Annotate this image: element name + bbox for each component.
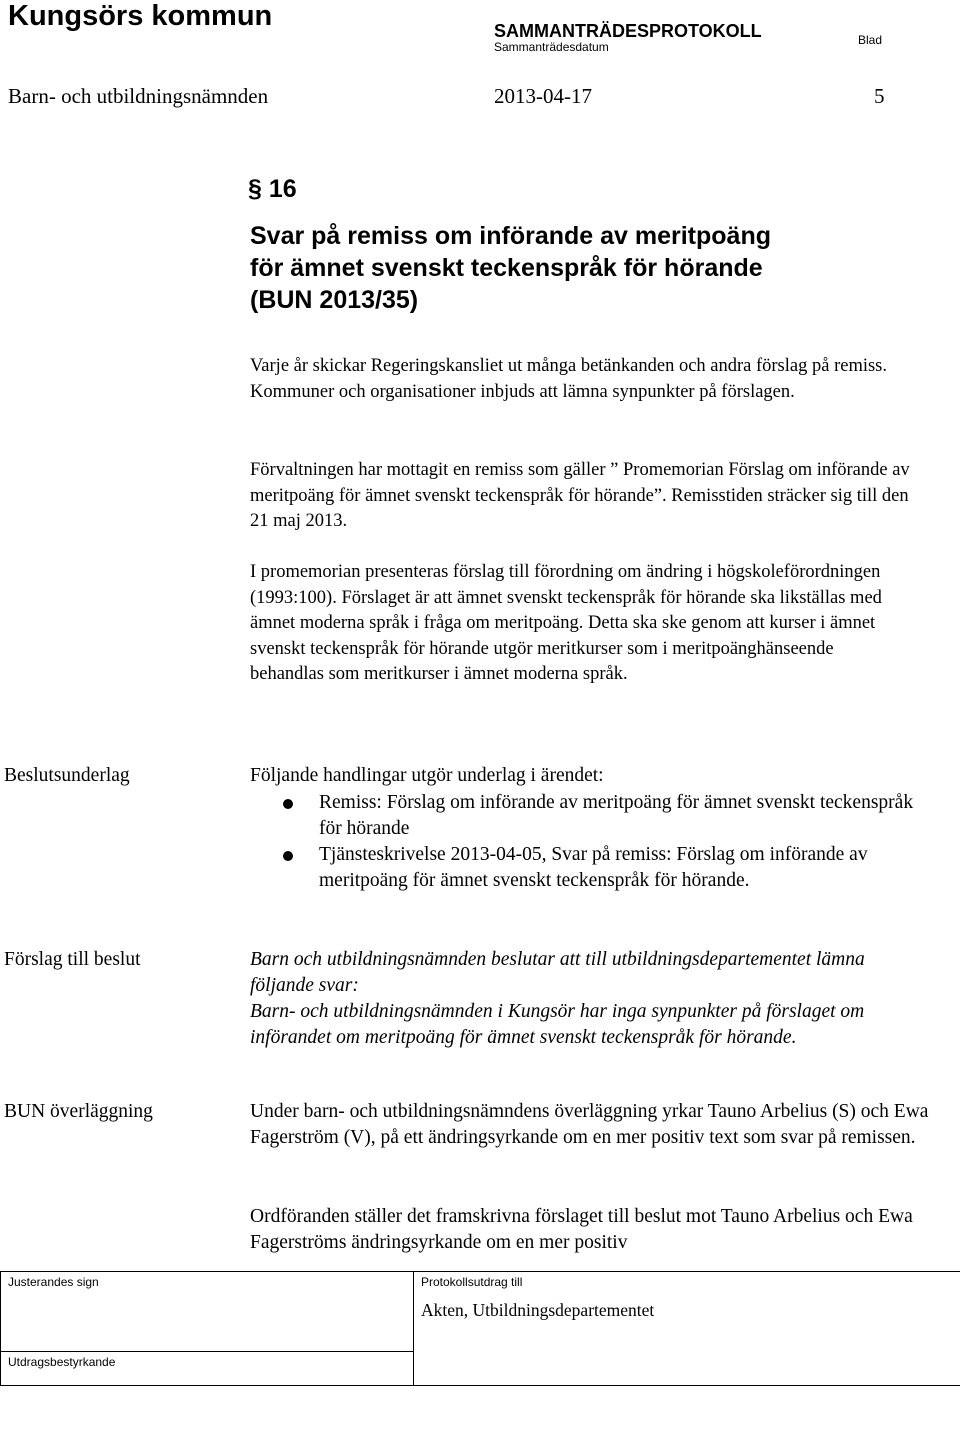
bullet-icon	[283, 851, 293, 861]
forslag-line: Barn- och utbildningsnämnden i Kungsör har inga synpunkter på förslaget om införandet om meritpoäng för ämnet svenskt teckenspråk för hörande.	[250, 1001, 865, 1048]
page-label: Blad	[858, 33, 883, 47]
section-title-line: för ämnet svenskt teckenspråk för hörande	[250, 254, 763, 282]
meeting-date: 2013-04-17	[494, 84, 592, 108]
signature-table	[0, 1271, 960, 1386]
ordforanden-text	[250, 1204, 930, 1256]
bun-overlaggning-text	[250, 1099, 930, 1151]
bullet-icon	[283, 799, 293, 809]
label-beslutsunderlag: Beslutsunderlag	[4, 765, 130, 786]
justerandes-sign-label: Justerandes sign	[8, 1275, 99, 1289]
committee-name: Barn- och utbildningsnämnden	[8, 84, 269, 108]
forslag-till-beslut-text	[250, 947, 930, 1051]
paragraph-intro	[250, 354, 910, 405]
document-type: SAMMANTRÄDESPROTOKOLL	[494, 21, 762, 41]
beslutsunderlag-intro-text: Följande handlingar utgör underlag i ärendet:	[250, 765, 604, 786]
paragraph-remiss	[250, 458, 910, 535]
paragraph-text: Förvaltningen har mottagit en remiss som gäller ” Promemorian Förslag om införande av meritpoäng för ämnet svenskt teckenspråk för hörande”. Remisstiden sträcker sig till den 21 maj 2013.	[250, 460, 910, 531]
list-item-text: Remiss: Förslag om införande av meritpoäng för ämnet svenskt teckenspråk för hörande	[319, 792, 914, 839]
overlaggning-paragraph: Ordföranden ställer det framskrivna förslaget till beslut mot Tauno Arbelius och Ewa Fagerströms ändringsyrkande om en mer positiv	[250, 1206, 913, 1253]
section-number: § 16	[248, 175, 297, 203]
organization-name: Kungsörs kommun	[8, 0, 273, 32]
list-item-text: Tjänsteskrivelse 2013-04-05, Svar på remiss: Förslag om införande av meritpoäng för ämnet svenskt teckenspråk för hörande.	[319, 844, 868, 891]
beslutsunderlag-intro	[250, 763, 930, 789]
beslutsunderlag-list	[250, 790, 930, 894]
list-item	[250, 842, 930, 894]
paragraph-promemoria	[250, 560, 910, 688]
utdragsbestyrkande-label: Utdragsbestyrkande	[8, 1355, 116, 1369]
label-bun-overlaggning: BUN överläggning	[4, 1101, 153, 1122]
section-title-line: Svar på remiss om införande av meritpoäng	[250, 222, 771, 250]
page-number: 5	[874, 84, 885, 108]
list-item	[250, 790, 930, 842]
label-forslag-till-beslut: Förslag till beslut	[4, 949, 141, 970]
paragraph-text: I promemorian presenteras förslag till förordning om ändring i högskoleförordningen (1993:100). Förslaget är att ämnet svenskt teckenspråk för hörande ska likställas med ämnet moderna språk i fråga om meritpoäng. Detta ska ske genom att kurser i ämnet svenskt teckenspråk för hörande utgör meritkurser som i meritpoänghänseende behandlas som meritkurser i ämnet moderna språk.	[250, 562, 882, 684]
justerandes-sign-cell	[1, 1272, 414, 1352]
paragraph-text: Varje år skickar Regeringskansliet ut många betänkanden och andra förslag på remiss. Kommuner och organisationer inbjuds att lämna synpunkter på förslagen.	[250, 356, 887, 402]
section-title	[250, 220, 930, 316]
utdragsbestyrkande-cell	[1, 1352, 414, 1386]
section-title-line: (BUN 2013/35)	[250, 286, 419, 314]
protokollsutdrag-cell	[414, 1272, 960, 1386]
protokollsutdrag-value: Akten, Utbildningsdepartementet	[421, 1300, 655, 1320]
forslag-line: Barn och utbildningsnämnden beslutar att till utbildningsdepartementet lämna följande svar:	[250, 949, 865, 996]
protokollsutdrag-label: Protokollsutdrag till	[421, 1275, 523, 1289]
overlaggning-paragraph: Under barn- och utbildningsnämndens överläggning yrkar Tauno Arbelius (S) och Ewa Fagerström (V), på ett ändringsyrkande om en mer positiv text som svar på remissen.	[250, 1101, 929, 1148]
date-label: Sammanträdesdatum	[494, 40, 609, 54]
